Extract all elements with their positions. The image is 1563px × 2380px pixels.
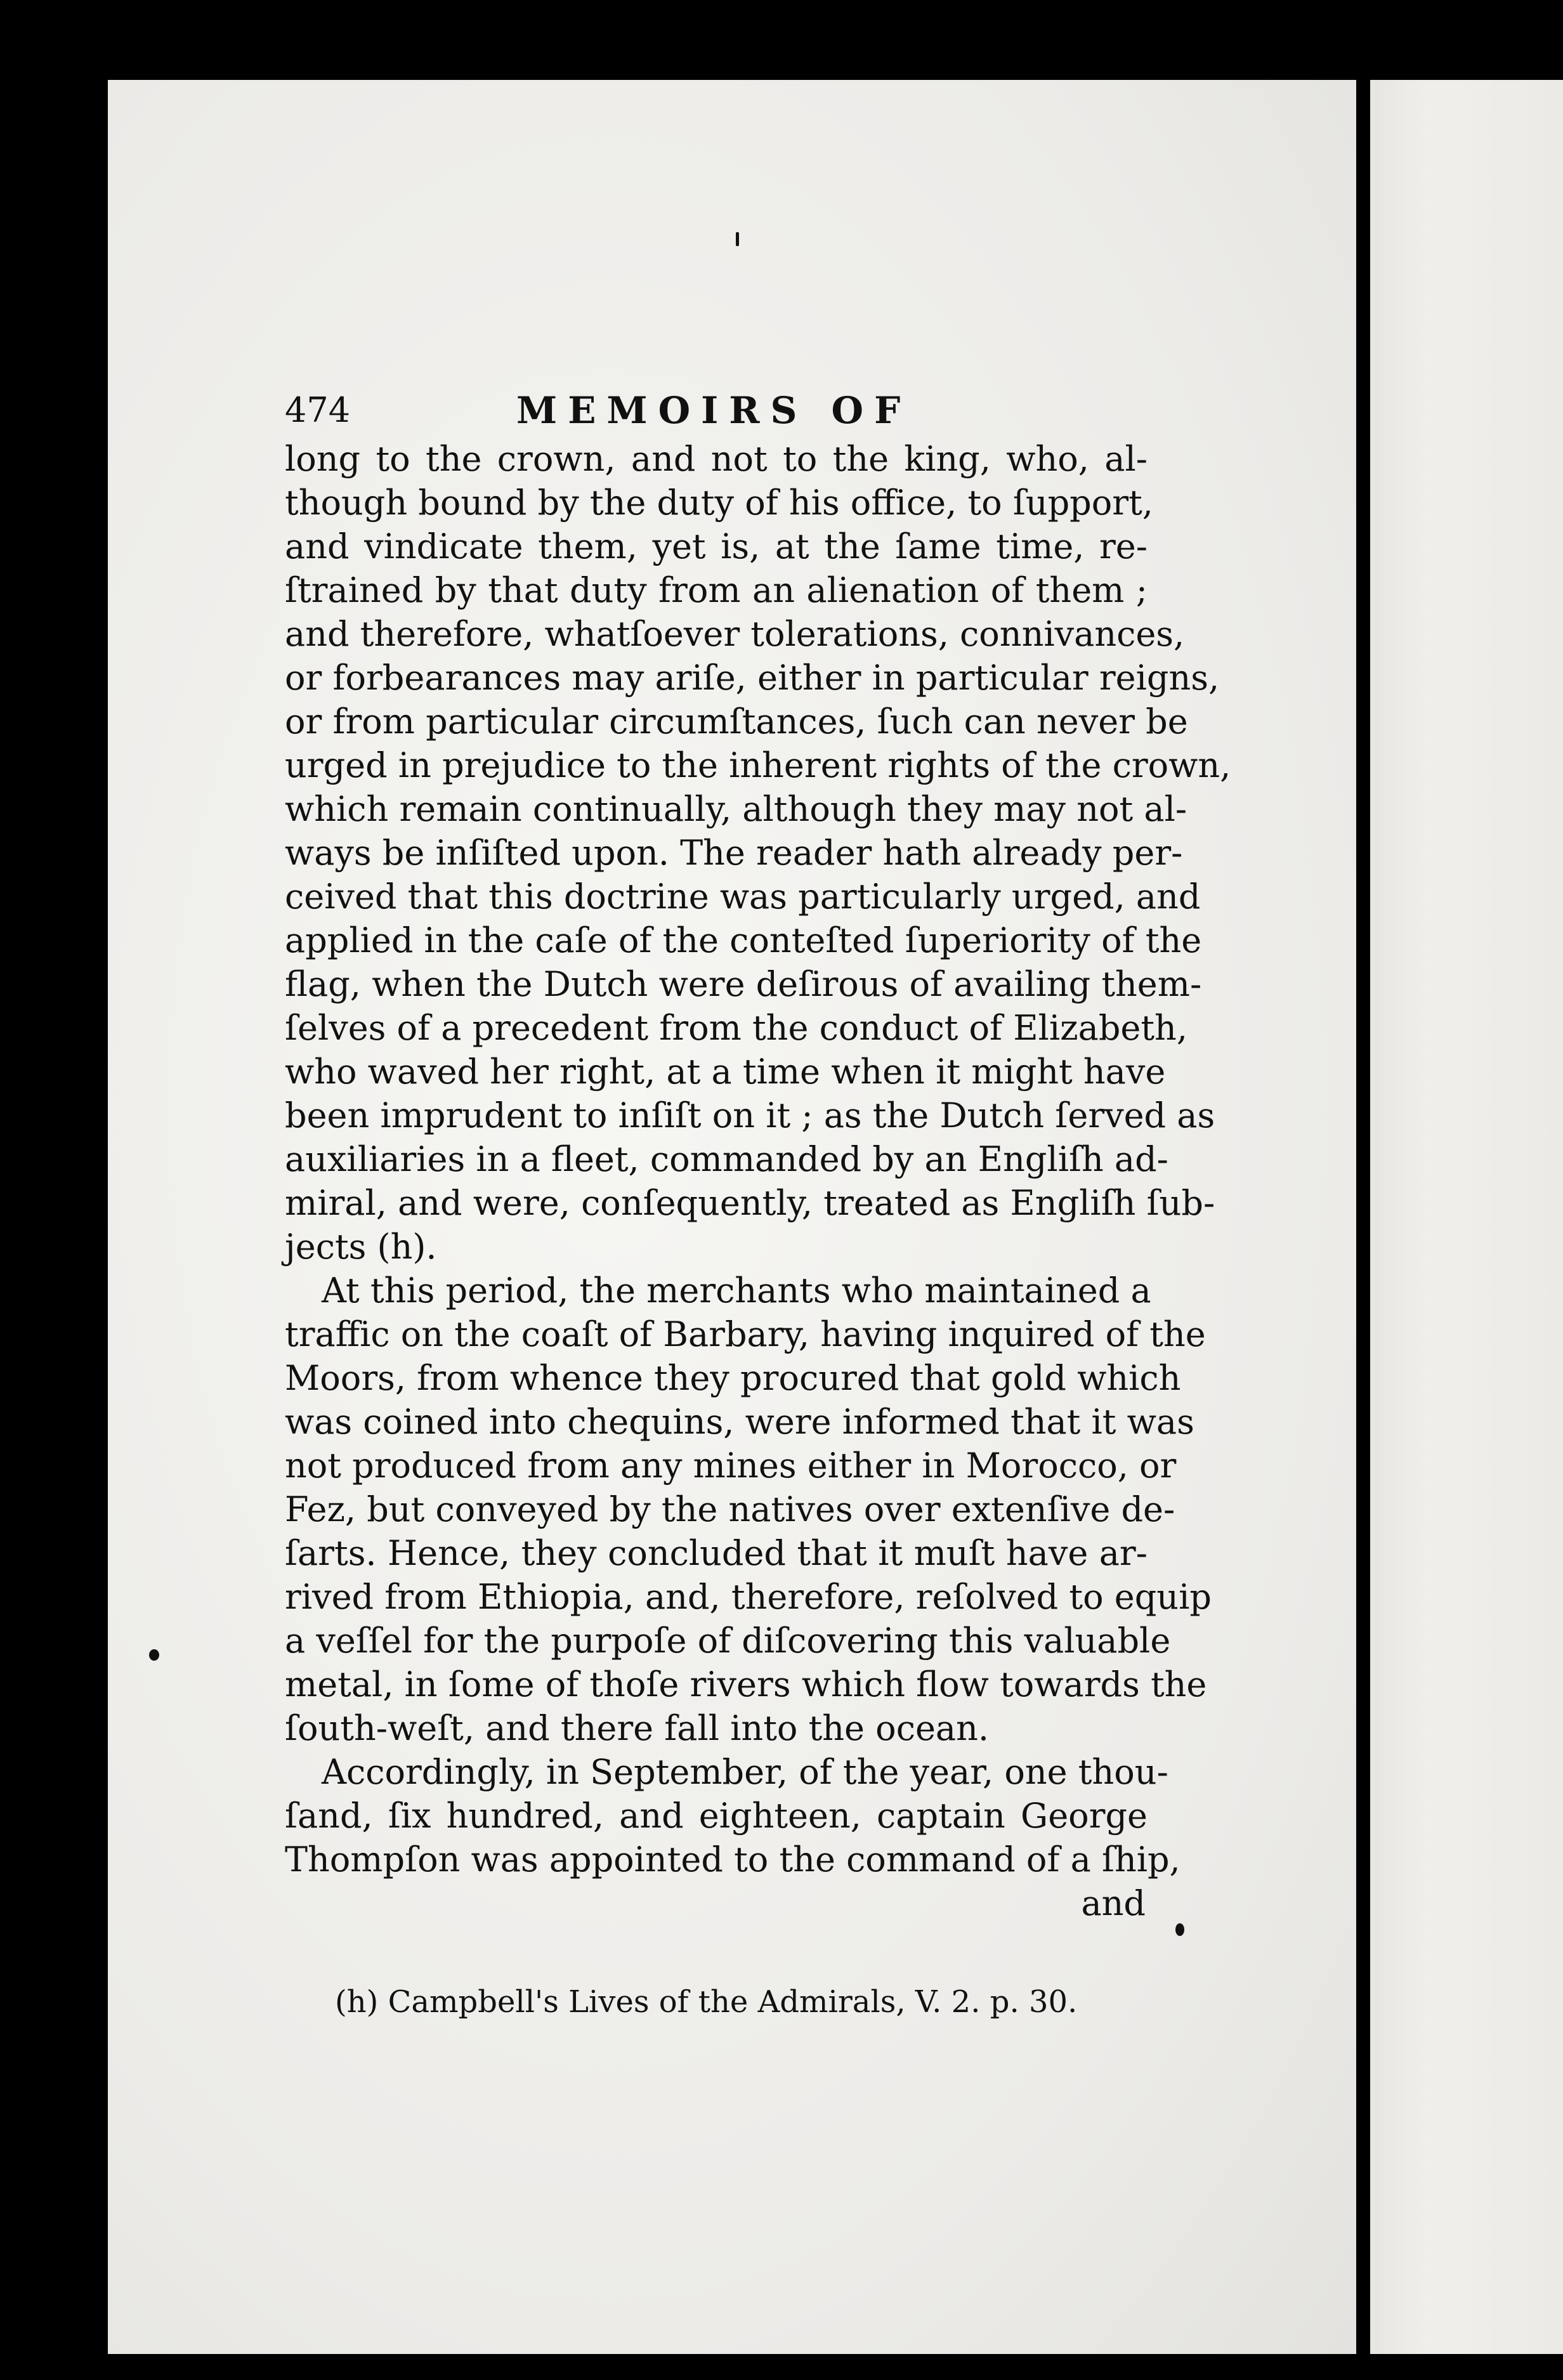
text-line: urged in prejudice to the inherent rights of the crown, — [285, 745, 1231, 785]
text-line: Thompſon was appointed to the command of a ſhip, — [285, 1840, 1180, 1880]
text-line: ſand, ſix hundred, and eighteen, captain George — [285, 1796, 1148, 1836]
page-number: 474 — [285, 390, 351, 430]
running-head: MEMOIRS OF — [516, 389, 912, 432]
ink-speck — [149, 1649, 159, 1661]
text-line: though bound by the duty of his office, to ſupport, — [285, 483, 1153, 523]
text-line: Moors, from whence they procured that gold which — [285, 1358, 1181, 1398]
ink-speck — [736, 232, 739, 246]
ink-speck — [1175, 1923, 1184, 1936]
text-line: traffic on the coaſt of Barbary, having inquired of the — [285, 1314, 1206, 1354]
text-line: metal, in ſome of thoſe rivers which flow towards the — [285, 1664, 1207, 1704]
text-line: a veſſel for the purpoſe of diſcovering this valuable — [285, 1621, 1171, 1661]
text-line: rived from Ethiopia, and, therefore, reſolved to equip — [285, 1577, 1212, 1617]
text-line: ceived that this doctrine was particularly urged, and — [285, 877, 1201, 917]
text-line: was coined into chequins, were informed that it was — [285, 1402, 1194, 1442]
text-line: or from particular circumſtances, ſuch can never be — [285, 702, 1188, 742]
text-line: flag, when the Dutch were deſirous of availing them- — [285, 964, 1202, 1004]
text-line: who waved her right, at a time when it might have — [285, 1052, 1166, 1092]
text-line: ſouth-weſt, and there fall into the ocean. — [285, 1708, 990, 1748]
text-line: or forbearances may ariſe, either in particular reigns, — [285, 658, 1220, 698]
text-line: ſelves of a precedent from the conduct of Elizabeth, — [285, 1008, 1187, 1048]
text-line: At this period, the merchants who maintained a — [322, 1271, 1151, 1311]
text-line: which remain continually, although they may not al- — [285, 789, 1187, 829]
text-line: ſtrained by that duty from an alienation of them ; — [285, 570, 1148, 610]
text-line: not produced from any mines either in Morocco, or — [285, 1446, 1177, 1486]
text-line: auxiliaries in a fleet, commanded by an Engliſh ad- — [285, 1139, 1168, 1179]
text-line: Fez, but conveyed by the natives over extenſive de- — [285, 1489, 1175, 1529]
text-line: been imprudent to inſiſt on it ; as the Dutch ſerved as — [285, 1095, 1215, 1135]
page-header — [285, 384, 1148, 437]
text-line: jects (h). — [285, 1227, 437, 1267]
catchword: and — [1081, 1883, 1146, 1923]
text-line: and vindicate them, yet is, at the ſame time, re- — [285, 526, 1148, 566]
text-line: applied in the caſe of the conteſted ſuperiority of the — [285, 920, 1202, 960]
page-text — [285, 384, 1231, 1925]
text-line: ſarts. Hence, they concluded that it muſt have ar- — [285, 1533, 1148, 1573]
text-line: miral, and were, conſequently, treated as Engliſh ſub- — [285, 1183, 1215, 1223]
facing-page-edge — [1370, 80, 1563, 2354]
text-line: ways be inſiſted upon. The reader hath already per- — [285, 833, 1183, 873]
footnote: (h) Campbell's Lives of the Admirals, V. 2. p. 30. — [335, 1984, 1078, 2020]
text-line: Accordingly, in September, of the year, one thou- — [322, 1752, 1168, 1792]
text-line: long to the crown, and not to the king, who, al- — [285, 439, 1148, 479]
text-line: and therefore, whatſoever tolerations, connivances, — [285, 614, 1185, 654]
